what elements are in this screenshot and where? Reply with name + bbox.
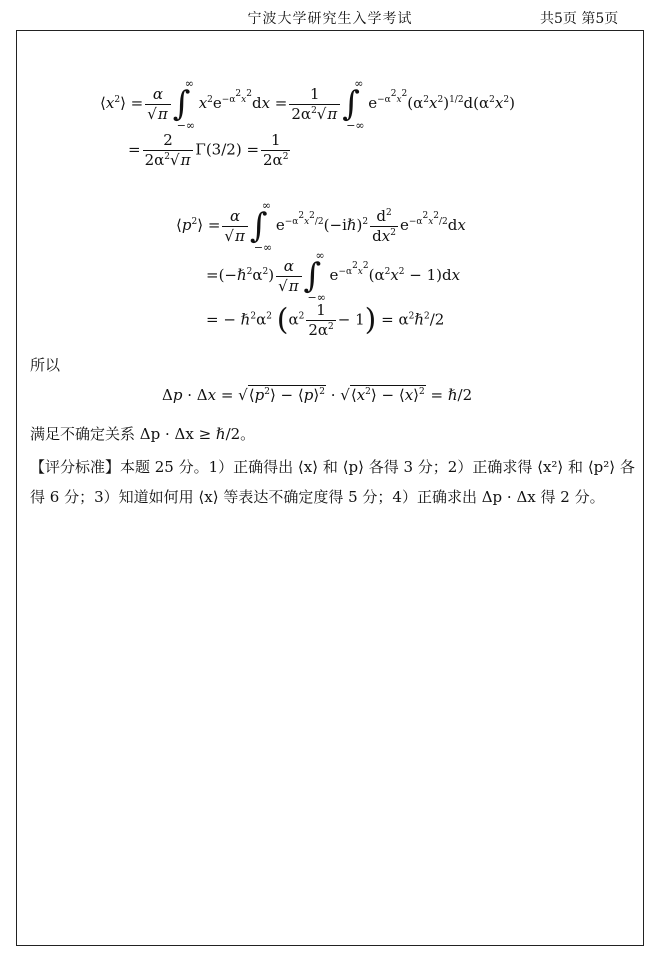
equation-p2-line2: $=(-\hbar^2\alpha^2)$ $\frac{\alpha}{√\pi}$ ∫ ∞ −∞ $e^{-\alpha^2x^2}(\alpha^2x^2 - 1)dx$ xyxy=(206,249,461,304)
grading-criteria: 【评分标准】本题 25 分。1）正确得出 ⟨x⟩ 和 ⟨p⟩ 各得 3 分；2）正确求得 ⟨x²⟩ 和 ⟨p²⟩ 各得 6 分；3）知道如何用 ⟨x⟩ 等表达不确定度得 5 分；4）正确求出 Δp · Δx 得 2 分。 xyxy=(30,458,635,506)
equation-uncertainty: $\Delta p \cdot \Delta x = √⟨p^2⟩$ − ⟨p⟩$^2$ · $√⟨x^2⟩$ − ⟨x⟩$^2$ = ℏ/2 xyxy=(162,386,473,404)
page-number: 共5页 第5页 xyxy=(540,11,619,27)
equation-x2-line1: $⟨x^2⟩$ = $\frac{\alpha}{√\pi}$ ∫ ∞ −∞ $x^2e^{-\alpha^2x^2}dx$ = $\frac{1}{2\alpha^2√\pi}$ ∫ ∞ −∞ $e^{-\alpha^2x^2}(\alpha^2x^2)^{1/2}d(\alpha^2x^2)$ xyxy=(100,77,515,132)
equation-p2-line3: = − $\hbar^2\alpha^2$ ($\alpha^2$ $\frac{1}{2\alpha^2}$ − $1) = \alpha^2\hbar^2/2$ xyxy=(206,301,445,339)
equation-p2-line1: $⟨p^2⟩$ = $\frac{\alpha}{√\pi}$ ∫ ∞ −∞ $e^{-\alpha^2x^2/2}(-i\hbar)^2$ $\frac{d^2}{dx^2}$ $e^{-\alpha^2x^2/2}dx$ xyxy=(176,199,466,254)
text-satisfy: 满足不确定关系 Δp · Δx ≥ ℏ/2。 xyxy=(30,425,256,443)
page-header-title: 宁波大学研究生入学考试 xyxy=(247,11,413,27)
equation-x2-line2: = $\frac{2}{2\alpha^2√\pi}$ Γ(3/2) = $\frac{1}{2\alpha^2}$ xyxy=(128,131,289,169)
text-suoyi: 所以 xyxy=(30,356,61,374)
